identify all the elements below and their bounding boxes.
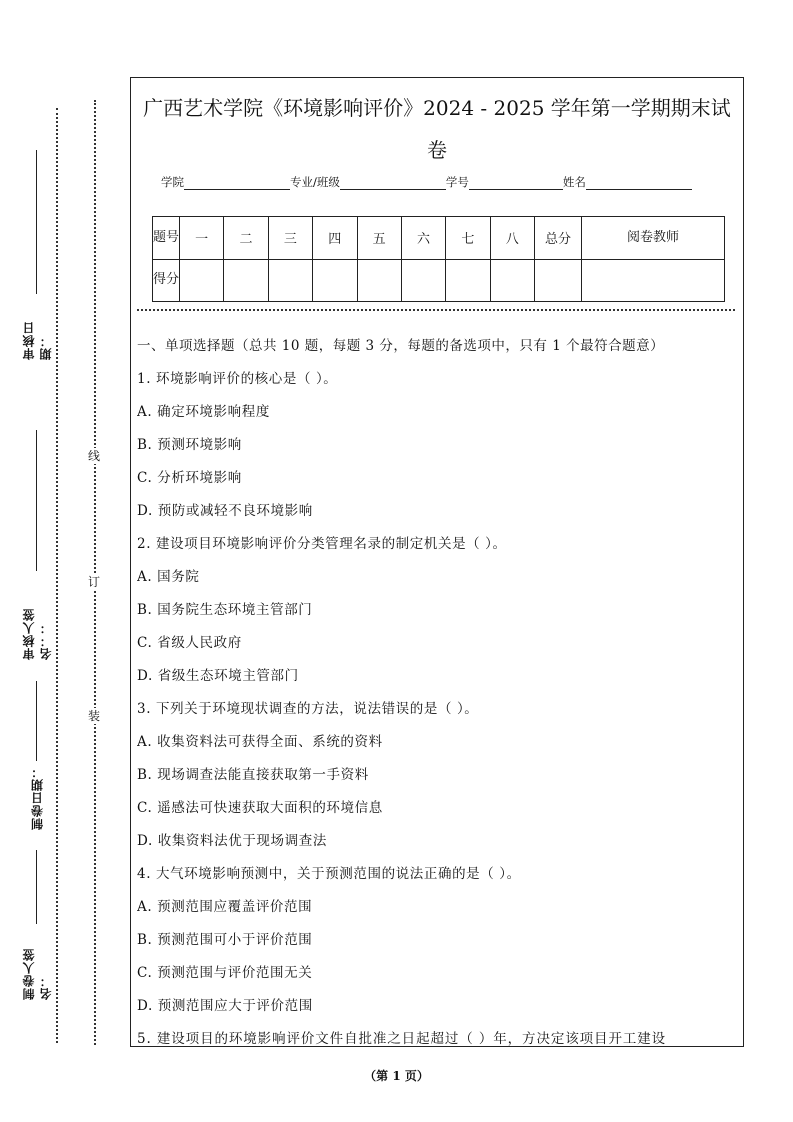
col-total: 总分: [535, 217, 582, 260]
score-cell-3[interactable]: [268, 259, 312, 302]
question-stem: 1. 环境影响评价的核心是（ ）。: [137, 371, 338, 387]
reviewer-signature-blank[interactable]: [37, 430, 38, 571]
question-number-label: 题号: [153, 217, 180, 260]
score-cell-8[interactable]: [490, 259, 534, 302]
name-label: 姓名: [562, 175, 586, 189]
score-cell-4[interactable]: [313, 259, 357, 302]
option: D. 预测范围应大于评价范围: [137, 998, 313, 1014]
question-list: [137, 330, 739, 1047]
score-table-header-row: [153, 217, 725, 260]
score-label: 得分: [153, 259, 180, 302]
option: C. 分析环境影响: [137, 470, 242, 486]
col-2: 二: [224, 217, 268, 260]
review-date-blank[interactable]: [37, 150, 38, 294]
major-class-label: 专业/班级: [290, 175, 340, 189]
paper-maker-signature-label: [22, 850, 53, 1000]
name-field: [563, 174, 692, 190]
paper-date-label: [26, 680, 48, 830]
binding-dotted-line-outer: [56, 108, 58, 1043]
paper-date-blank[interactable]: [37, 681, 38, 761]
reviewer-signature-text: 审核人签名：：: [22, 608, 53, 660]
score-cell-7[interactable]: [446, 259, 490, 302]
section-divider: [137, 309, 735, 311]
exam-frame: [130, 77, 744, 1047]
bind-char-staple: 订: [87, 575, 100, 589]
option: B. 预测范围可小于评价范围: [137, 932, 313, 948]
paper-maker-signature-text: 制卷人签名：: [22, 948, 53, 1000]
score-cell-1[interactable]: [180, 259, 224, 302]
option: D. 收集资料法优于现场调查法: [137, 833, 327, 849]
exam-title: 广西艺术学院《环境影响评价》2024 - 2025 学年第一学期期末试卷: [143, 96, 731, 162]
option: D. 省级生态环境主管部门: [137, 668, 299, 684]
score-cell-2[interactable]: [224, 259, 268, 302]
col-8: 八: [490, 217, 534, 260]
college-blank[interactable]: [184, 175, 290, 190]
name-blank[interactable]: [586, 175, 692, 190]
option: A. 预测范围应覆盖评价范围: [137, 899, 313, 915]
option: D. 预防或减轻不良环境影响: [137, 503, 313, 519]
bind-char-bind: 装: [87, 709, 100, 723]
option: C. 遥感法可快速获取大面积的环境信息: [137, 800, 383, 816]
score-cell-5[interactable]: [357, 259, 401, 302]
option: B. 预测环境影响: [137, 437, 242, 453]
option: A. 收集资料法可获得全面、系统的资料: [137, 734, 383, 750]
question-stem: 2. 建设项目环境影响评价分类管理名录的制定机关是（ ）。: [137, 536, 507, 552]
review-date-label: [22, 150, 53, 360]
col-5: 五: [357, 217, 401, 260]
col-grader: 阅卷教师: [582, 217, 725, 260]
paper-date-text: 制卷日期：: [30, 765, 45, 830]
question-stem: 3. 下列关于环境现状调查的方法，说法错误的是（ ）。: [137, 701, 479, 717]
major-class-field: [290, 174, 446, 190]
major-class-blank[interactable]: [340, 175, 446, 190]
review-date-text: 审核日期：: [22, 321, 53, 360]
college-label: 学院: [161, 175, 184, 189]
score-cell-total[interactable]: [535, 259, 582, 302]
bind-char-line: 线: [87, 449, 100, 463]
student-id-label: 学号: [445, 175, 469, 189]
option: C. 省级人民政府: [137, 635, 242, 651]
question-stem: 5. 建设项目的环境影响评价文件自批准之日起超过（ ）年，方决定该项目开工建设: [137, 1031, 667, 1047]
option: B. 国务院生态环境主管部门: [137, 602, 313, 618]
col-1: 一: [180, 217, 224, 260]
reviewer-signature-label: [22, 430, 53, 660]
option: A. 国务院: [137, 569, 200, 585]
option: B. 现场调查法能直接获取第一手资料: [137, 767, 369, 783]
option: A. 确定环境影响程度: [137, 404, 270, 420]
score-cell-6[interactable]: [401, 259, 445, 302]
paper-maker-signature-blank[interactable]: [37, 850, 38, 924]
col-7: 七: [446, 217, 490, 260]
col-6: 六: [401, 217, 445, 260]
section-heading: 一、单项选择题（总共 10 题，每题 3 分，每题的备选项中，只有 1 个最符合题意）: [137, 338, 665, 354]
col-4: 四: [313, 217, 357, 260]
student-id-blank[interactable]: [469, 175, 563, 190]
binding-dotted-line-inner: [94, 100, 96, 1045]
score-table-score-row: [153, 259, 725, 302]
student-info-row: [161, 174, 721, 190]
page-number: （第 1 页）: [364, 1069, 429, 1083]
score-cell-grader[interactable]: [582, 259, 725, 302]
question-stem: 4. 大气环境影响预测中，关于预测范围的说法正确的是（ ）。: [137, 866, 521, 882]
college-field: [161, 174, 290, 190]
score-table: [152, 216, 725, 302]
student-id-field: [446, 174, 563, 190]
option: C. 预测范围与评价范围无关: [137, 965, 313, 981]
col-3: 三: [268, 217, 312, 260]
